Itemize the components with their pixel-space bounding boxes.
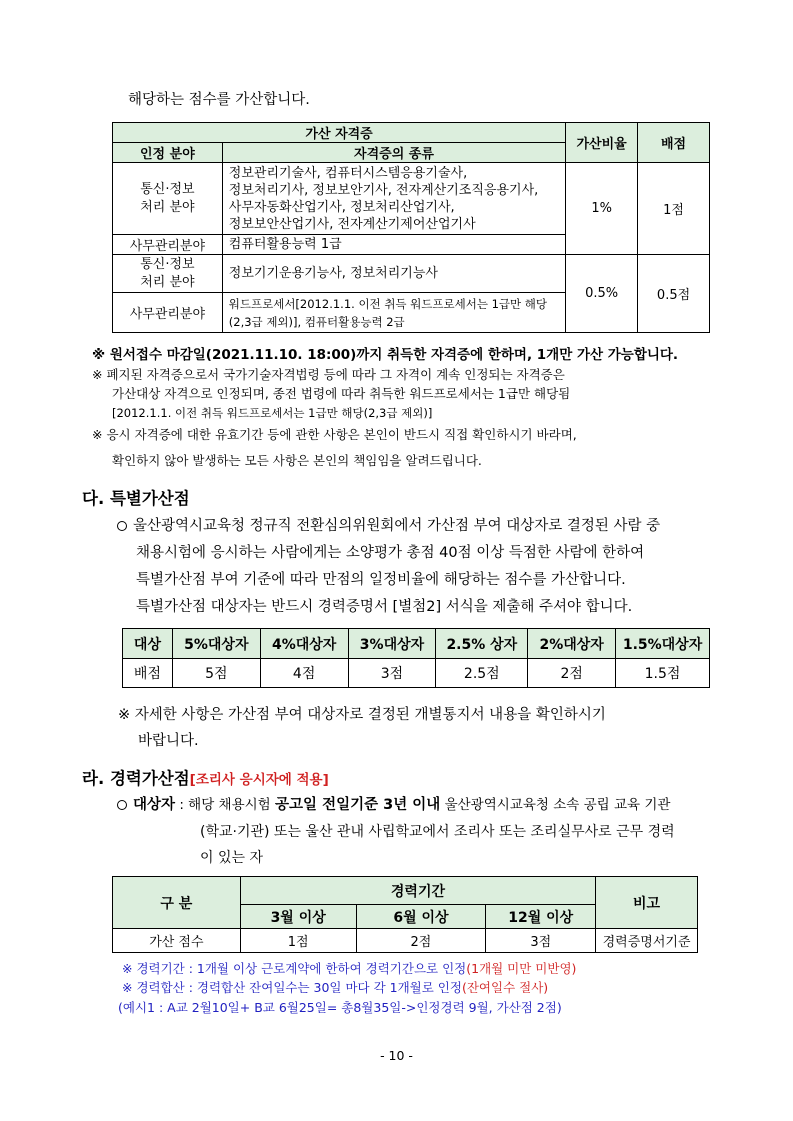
cert-group-header: 가산 자격증	[113, 123, 566, 143]
table-cell: 배점	[123, 659, 173, 688]
score-cell: 0.5점	[638, 255, 710, 333]
certs-cell: 워드프로세서[2012.1.1. 이전 취득 워드프로세서는 1급만 해당 (2,3급 제외)], 컴퓨터활용능력 2급	[222, 293, 565, 333]
table-cell: 1.5점	[616, 659, 710, 688]
validity-note-cont: 확인하지 않아 발생하는 모든 사항은 본인의 책임임을 알려드립니다.	[112, 453, 482, 468]
certificate-table	[112, 122, 710, 333]
special-points-table	[122, 628, 710, 688]
circle-bullet-icon	[117, 521, 127, 531]
table-cell: 1점	[240, 929, 356, 953]
certs-cell: 컴퓨터활용능력 1급	[222, 235, 565, 255]
circle-bullet-icon	[117, 800, 127, 810]
field-cell: 통신·정보 처리 분야	[113, 255, 223, 293]
special-note: ※ 자세한 사항은 가산점 부여 대상자로 결정된 개별통지서 내용을 확인하시기	[118, 707, 606, 723]
table-cell: 2점	[356, 929, 486, 953]
field-cell: 통신·정보 처리 분야	[113, 163, 223, 235]
table-header: 2%대상자	[528, 629, 616, 659]
field-header: 인정 분야	[113, 143, 223, 163]
table-cell: 3점	[486, 929, 596, 953]
abolished-note-detail: [2012.1.1. 이전 취득 워드프로세서는 1급만 해당(2,3급 제외)]	[112, 406, 433, 420]
score-header: 배점	[638, 123, 710, 163]
remark-header: 비고	[596, 877, 698, 929]
applicability-tag: [조리사 응시자에 적용]	[189, 772, 329, 788]
field-cell: 사무관리분야	[113, 235, 223, 255]
table-header: 3%대상자	[348, 629, 436, 659]
career-target-line-cont: 이 있는 자	[200, 850, 263, 866]
table-header: 1.5%대상자	[616, 629, 710, 659]
validity-note: ※ 응시 자격증에 대한 유효기간 등에 관한 사항은 본인이 반드시 직접 확인하시기 바라며,	[92, 427, 577, 442]
table-header: 5%대상자	[172, 629, 260, 659]
special-paragraph-line: 특별가산점 부여 기준에 따라 만점의 일정비율에 해당하는 점수를 가산합니다.	[136, 572, 626, 588]
career-target-line: 대상자 : 해당 채용시험 공고일 전일기준 3년 이내 울산광역시교육청 소속 공립 교육 기관	[117, 795, 670, 815]
career-note-period: ※ 경력기간 : 1개월 이상 근로계약에 한하여 경력기간으로 인정(1개월 미만 미반영)	[122, 961, 577, 976]
period-header: 경력기간	[240, 877, 595, 905]
table-cell: 4점	[260, 659, 348, 688]
table-cell: 경력증명서기준	[596, 929, 698, 953]
special-paragraph-line: 채용시험에 응시하는 사람에게는 소양평가 총점 40점 이상 득점한 사람에 한하여	[136, 545, 645, 561]
period-6m-header: 6월 이상	[356, 905, 486, 929]
division-header: 구 분	[113, 877, 241, 929]
section-title-special: 다. 특별가산점	[82, 489, 190, 508]
deadline-note: ※ 원서접수 마감일(2021.11.10. 18:00)까지 취득한 자격증에 한하며, 1개만 가산 가능합니다.	[92, 347, 679, 363]
table-header: 대상	[123, 629, 173, 659]
period-3m-header: 3월 이상	[240, 905, 356, 929]
career-target-line-cont: (학교·기관) 또는 울산 관내 사립학교에서 조리사 또는 조리실무사로 근무 경력	[200, 824, 675, 840]
career-note-sum: ※ 경력합산 : 경력합산 잔여일수는 30일 마다 각 1개월로 인정(잔여일수 절사)	[122, 980, 549, 995]
special-note-cont: 바랍니다.	[138, 733, 199, 749]
table-header: 4%대상자	[260, 629, 348, 659]
ratio-cell: 0.5%	[566, 255, 638, 333]
table-cell: 3점	[348, 659, 436, 688]
field-cell: 사무관리분야	[113, 293, 223, 333]
career-example: (예시1 : A교 2월10일+ B교 6월25일= 총8월35일->인정경력 9월, 가산점 2점)	[118, 1000, 562, 1015]
row-label: 가산 점수	[113, 929, 241, 953]
certs-cell: 정보기기운용기능사, 정보처리기능사	[222, 255, 565, 293]
section-title-career: 라. 경력가산점[조리사 응시자에 적용]	[82, 769, 329, 788]
special-header-row	[123, 629, 710, 659]
special-paragraph: 울산광역시교육청 정규직 전환심의위원회에서 가산점 부여 대상자로 결정된 사람 중	[117, 516, 660, 536]
special-paragraph-line: 특별가산점 대상자는 반드시 경력증명서 [별첨2] 서식을 제출해 주셔야 합니다.	[136, 599, 633, 615]
certs-cell: 정보관리기술사, 컴퓨터시스템응용기술사, 정보처리기사, 정보보안기사, 전자계산기조직응용기사, 사무자동화산업기사, 정보처리산업기사, 정보보안산업기사, 전자계산기제어산업기사	[222, 163, 565, 235]
period-12m-header: 12월 이상	[486, 905, 596, 929]
score-cell: 1점	[638, 163, 710, 255]
abolished-note: ※ 폐지된 자격증으로서 국가기술자격법령 등에 따라 그 자격이 계속 인정되는 자격증은	[92, 367, 565, 382]
ratio-cell: 1%	[566, 163, 638, 255]
abolished-note-cont: 가산대상 자격으로 인정되며, 종전 법령에 따라 취득한 워드프로세서는 1급만 해당됨	[112, 386, 571, 401]
table-cell: 5점	[172, 659, 260, 688]
table-cell: 2점	[528, 659, 616, 688]
special-value-row	[123, 659, 710, 688]
page-number: - 10 -	[380, 1048, 413, 1063]
type-header: 자격증의 종류	[222, 143, 565, 163]
ratio-header: 가산비율	[566, 123, 638, 163]
intro-text: 해당하는 점수를 가산합니다.	[128, 92, 310, 108]
career-points-table	[112, 876, 698, 953]
table-cell: 2.5점	[436, 659, 528, 688]
table-header: 2.5% 상자	[436, 629, 528, 659]
